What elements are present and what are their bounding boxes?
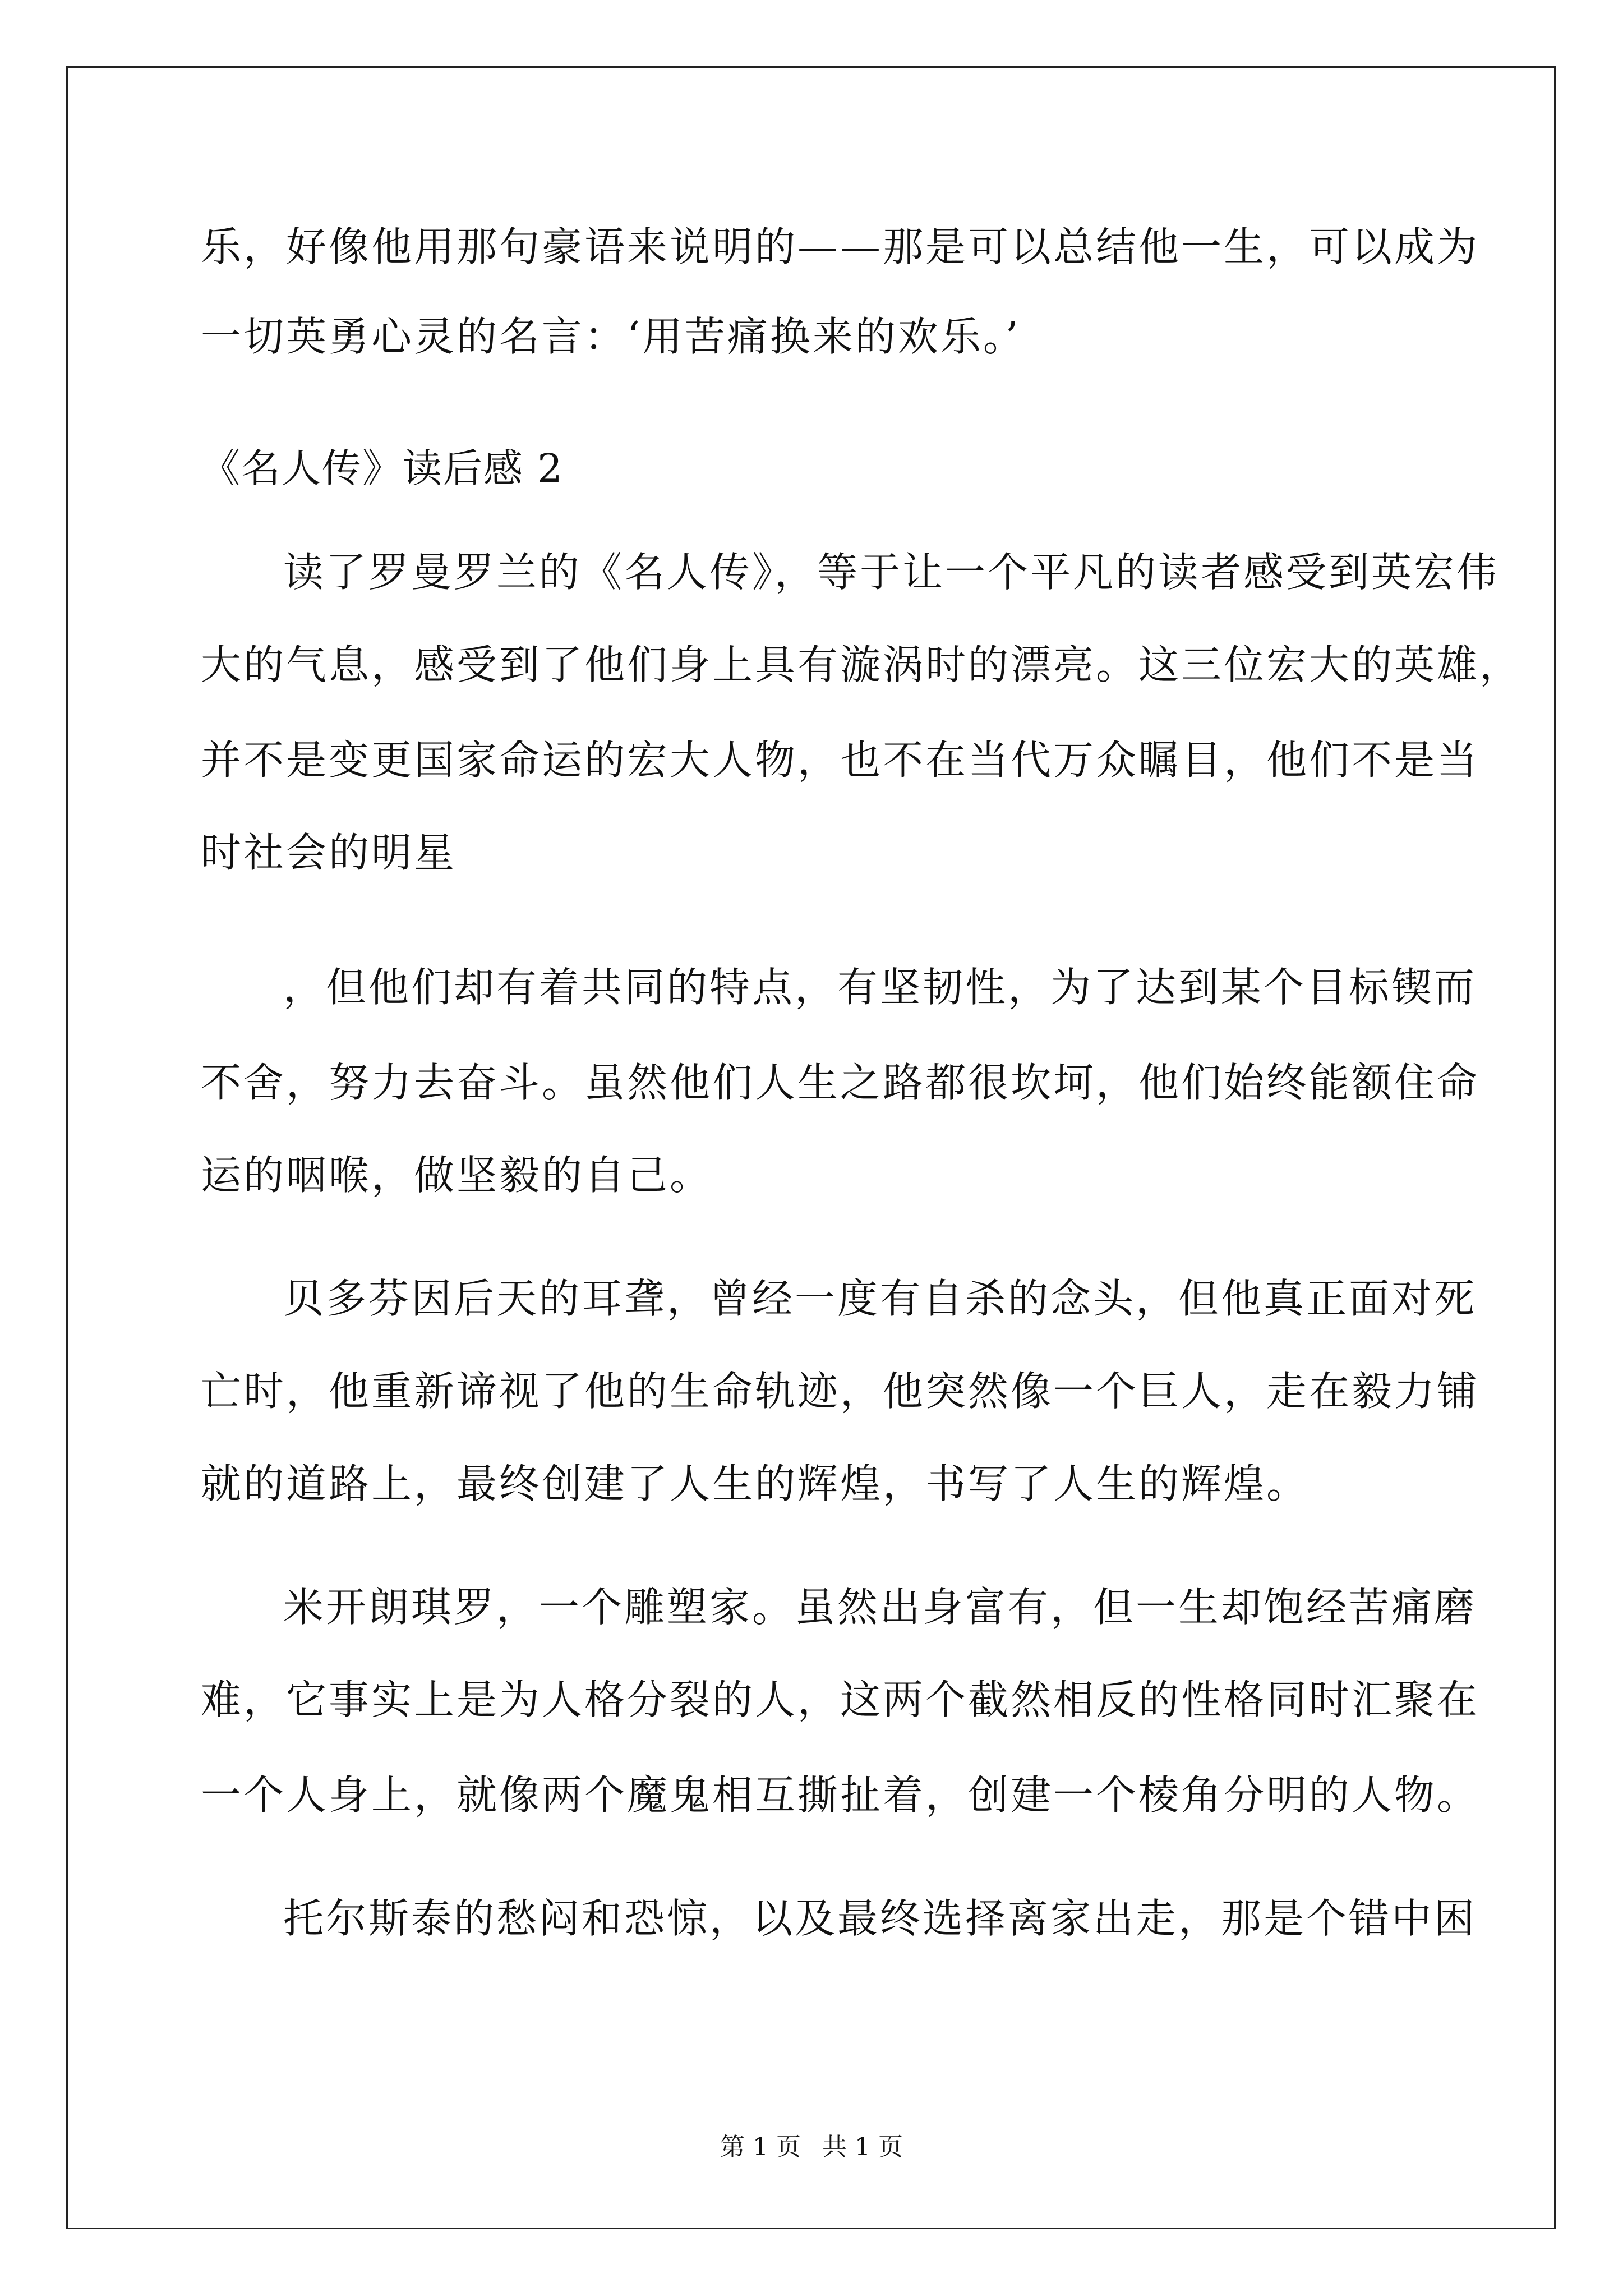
text-line: 亡时，他重新谛视了他的生命轨迹，他突然像一个巨人，走在毅力铺 xyxy=(201,1368,1480,1415)
page-footer xyxy=(0,2132,1623,2163)
text-line: 米开朗琪罗，一个雕塑家。虽然出身富有，但一生却饱经苦痛磨 xyxy=(283,1584,1477,1631)
text-line: 大的气息，感受到了他们身上具有漩涡时的漂亮。这三位宏大的英雄， xyxy=(201,641,1523,688)
text-line: 读了罗曼罗兰的《名人传》，等于让一个平凡的读者感受到英宏伟 xyxy=(283,549,1500,596)
text-line: 乐，好像他用那句豪语来说明的——那是可以总结他一生，可以成为 xyxy=(201,223,1480,270)
text-line: 一个人身上，就像两个魔鬼相互撕扯着，创建一个棱角分明的人物。 xyxy=(201,1772,1480,1819)
text-line: 一切英勇心灵的名言：‘用苦痛换来的欢乐。’ xyxy=(201,313,1021,360)
text-line: 不舍，努力去奋斗。虽然他们人生之路都很坎坷，他们始终能额住命 xyxy=(201,1059,1480,1106)
page-total: 共 1 页 xyxy=(822,2133,903,2161)
text-line: ，但他们却有着共同的特点，有坚韧性，为了达到某个目标锲而 xyxy=(283,964,1477,1011)
text-line: 难，它事实上是为人格分裂的人，这两个截然相反的性格同时汇聚在 xyxy=(201,1676,1480,1723)
text-line: 并不是变更国家命运的宏大人物，也不在当代万众瞩目，他们不是当 xyxy=(201,737,1480,784)
text-line: 托尔斯泰的愁闷和恐惊，以及最终选择离家出走，那是个错中困 xyxy=(283,1895,1477,1942)
text-line: 运的咽喉，做坚毅的自己。 xyxy=(201,1152,713,1199)
section-heading: 《名人传》读后感 2 xyxy=(201,445,564,491)
text-line: 时社会的明星 xyxy=(201,829,457,876)
page-number: 第 1 页 xyxy=(720,2133,801,2161)
text-line: 就的道路上，最终创建了人生的辉煌，书写了人生的辉煌。 xyxy=(201,1460,1310,1507)
text-line: 贝多芬因后天的耳聋，曾经一度有自杀的念头，但他真正面对死 xyxy=(283,1275,1477,1322)
